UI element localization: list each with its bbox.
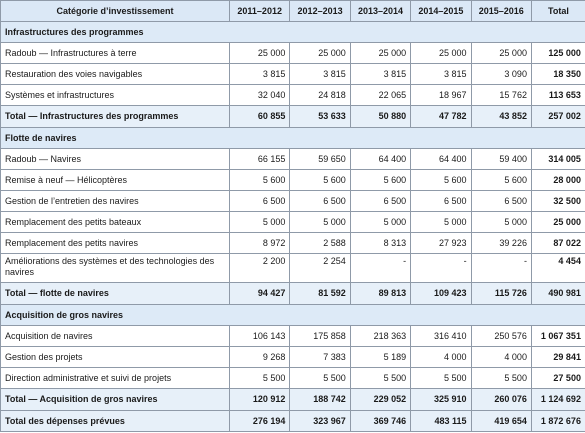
cell-value: - [350, 254, 410, 283]
row-total: 25 000 [531, 212, 585, 233]
subtotal-row [1, 389, 585, 411]
cell-value: 4 000 [411, 347, 471, 368]
table-row [1, 170, 585, 191]
row-total: 4 454 [531, 254, 585, 283]
row-label: Systèmes et infrastructures [1, 85, 230, 106]
subtotal-value: 120 912 [230, 389, 290, 411]
row-label: Remplacement des petits navires [1, 233, 230, 254]
subtotal-total: 257 002 [531, 106, 585, 128]
row-label: Acquisition de navires [1, 326, 230, 347]
grand-total-value: 419 654 [471, 411, 531, 432]
header-total: Total [531, 1, 585, 22]
cell-value: 15 762 [471, 85, 531, 106]
subtotal-value: 109 423 [411, 283, 471, 305]
cell-value: 6 500 [411, 191, 471, 212]
cell-value: 5 000 [230, 212, 290, 233]
subtotal-value: 260 076 [471, 389, 531, 411]
cell-value: 3 815 [350, 64, 410, 85]
cell-value: 5 000 [411, 212, 471, 233]
cell-value: 3 815 [290, 64, 350, 85]
cell-value: 6 500 [471, 191, 531, 212]
cell-value: 2 588 [290, 233, 350, 254]
cell-value: 25 000 [471, 43, 531, 64]
cell-value: 5 500 [350, 368, 410, 389]
row-label: Direction administrative et suivi de projets [1, 368, 230, 389]
subtotal-value: 50 880 [350, 106, 410, 128]
cell-value: 27 923 [411, 233, 471, 254]
cell-value: 5 500 [290, 368, 350, 389]
table-row [1, 233, 585, 254]
row-label: Radoub — Infrastructures à terre [1, 43, 230, 64]
cell-value: 64 400 [350, 149, 410, 170]
cell-value: 22 065 [350, 85, 410, 106]
subtotal-total: 1 124 692 [531, 389, 585, 411]
cell-value: 59 400 [471, 149, 531, 170]
section-header-flotte [1, 128, 585, 149]
section-header-infrastructures [1, 22, 585, 43]
cell-value: 5 600 [290, 170, 350, 191]
subtotal-label: Total — Infrastructures des programmes [1, 106, 230, 128]
cell-value: 316 410 [411, 326, 471, 347]
cell-value: 64 400 [411, 149, 471, 170]
grand-total-value: 323 967 [290, 411, 350, 432]
row-label: Restauration des voies navigables [1, 64, 230, 85]
grand-total-value: 369 746 [350, 411, 410, 432]
header-year-2011: 2011–2012 [230, 1, 290, 22]
cell-value: 9 268 [230, 347, 290, 368]
cell-value: 218 363 [350, 326, 410, 347]
row-label: Gestion de l’entretien des navires [1, 191, 230, 212]
subtotal-label: Total — flotte de navires [1, 283, 230, 305]
row-label: Améliorations des systèmes et des technologies des navires [1, 254, 230, 283]
cell-value: 6 500 [350, 191, 410, 212]
row-label: Radoub — Navires [1, 149, 230, 170]
cell-value: 6 500 [290, 191, 350, 212]
row-total: 27 500 [531, 368, 585, 389]
grand-total-total: 1 872 676 [531, 411, 585, 432]
cell-value: 66 155 [230, 149, 290, 170]
header-category: Catégorie d’investissement [1, 1, 230, 22]
cell-value: - [411, 254, 471, 283]
section-title: Acquisition de gros navires [1, 305, 585, 326]
cell-value: 5 000 [290, 212, 350, 233]
section-title: Infrastructures des programmes [1, 22, 585, 43]
subtotal-row [1, 283, 585, 305]
cell-value: 5 500 [471, 368, 531, 389]
cell-value: 250 576 [471, 326, 531, 347]
grand-total-value: 483 115 [411, 411, 471, 432]
subtotal-label: Total — Acquisition de gros navires [1, 389, 230, 411]
cell-value: 5 600 [471, 170, 531, 191]
subtotal-row [1, 106, 585, 128]
row-total: 1 067 351 [531, 326, 585, 347]
cell-value: 175 858 [290, 326, 350, 347]
cell-value: 59 650 [290, 149, 350, 170]
table-row [1, 347, 585, 368]
subtotal-value: 43 852 [471, 106, 531, 128]
cell-value: 5 000 [350, 212, 410, 233]
cell-value: 5 600 [350, 170, 410, 191]
cell-value: 25 000 [290, 43, 350, 64]
subtotal-value: 53 633 [290, 106, 350, 128]
grand-total-value: 276 194 [230, 411, 290, 432]
cell-value: 5 500 [230, 368, 290, 389]
grand-total-label: Total des dépenses prévues [1, 411, 230, 432]
cell-value: 25 000 [411, 43, 471, 64]
cell-value: 8 972 [230, 233, 290, 254]
table-row [1, 212, 585, 233]
cell-value: 39 226 [471, 233, 531, 254]
header-year-2015: 2015–2016 [471, 1, 531, 22]
header-year-2012: 2012–2013 [290, 1, 350, 22]
cell-value: 2 200 [230, 254, 290, 283]
header-year-2013: 2013–2014 [350, 1, 410, 22]
row-total: 29 841 [531, 347, 585, 368]
cell-value: 3 815 [411, 64, 471, 85]
subtotal-value: 325 910 [411, 389, 471, 411]
header-year-2014: 2014–2015 [411, 1, 471, 22]
subtotal-value: 229 052 [350, 389, 410, 411]
cell-value: 106 143 [230, 326, 290, 347]
cell-value: 4 000 [471, 347, 531, 368]
subtotal-value: 115 726 [471, 283, 531, 305]
table-row [1, 368, 585, 389]
cell-value: 7 383 [290, 347, 350, 368]
table-row [1, 149, 585, 170]
table-row [1, 254, 585, 283]
row-label: Remise à neuf — Hélicoptères [1, 170, 230, 191]
cell-value: 6 500 [230, 191, 290, 212]
subtotal-total: 490 981 [531, 283, 585, 305]
subtotal-value: 94 427 [230, 283, 290, 305]
table-row [1, 85, 585, 106]
subtotal-value: 89 813 [350, 283, 410, 305]
cell-value: 8 313 [350, 233, 410, 254]
row-label: Gestion des projets [1, 347, 230, 368]
header-row [1, 1, 585, 22]
table-row [1, 64, 585, 85]
subtotal-value: 47 782 [411, 106, 471, 128]
cell-value: 25 000 [230, 43, 290, 64]
cell-value: 5 600 [230, 170, 290, 191]
row-total: 32 500 [531, 191, 585, 212]
row-total: 87 022 [531, 233, 585, 254]
cell-value: 24 818 [290, 85, 350, 106]
cell-value: 18 967 [411, 85, 471, 106]
subtotal-value: 188 742 [290, 389, 350, 411]
cell-value: 5 189 [350, 347, 410, 368]
grand-total-row [1, 411, 585, 432]
row-total: 314 005 [531, 149, 585, 170]
row-total: 125 000 [531, 43, 585, 64]
subtotal-value: 81 592 [290, 283, 350, 305]
row-total: 113 653 [531, 85, 585, 106]
cell-value: 25 000 [350, 43, 410, 64]
cell-value: 3 815 [230, 64, 290, 85]
cell-value: 32 040 [230, 85, 290, 106]
section-title: Flotte de navires [1, 128, 585, 149]
row-total: 28 000 [531, 170, 585, 191]
table-row [1, 326, 585, 347]
row-label: Remplacement des petits bateaux [1, 212, 230, 233]
cell-value: 2 254 [290, 254, 350, 283]
cell-value: 5 500 [411, 368, 471, 389]
cell-value: 5 000 [471, 212, 531, 233]
cell-value: 5 600 [411, 170, 471, 191]
cell-value: - [471, 254, 531, 283]
row-total: 18 350 [531, 64, 585, 85]
subtotal-value: 60 855 [230, 106, 290, 128]
cell-value: 3 090 [471, 64, 531, 85]
section-header-acquisition [1, 305, 585, 326]
table-row [1, 43, 585, 64]
table-row [1, 191, 585, 212]
